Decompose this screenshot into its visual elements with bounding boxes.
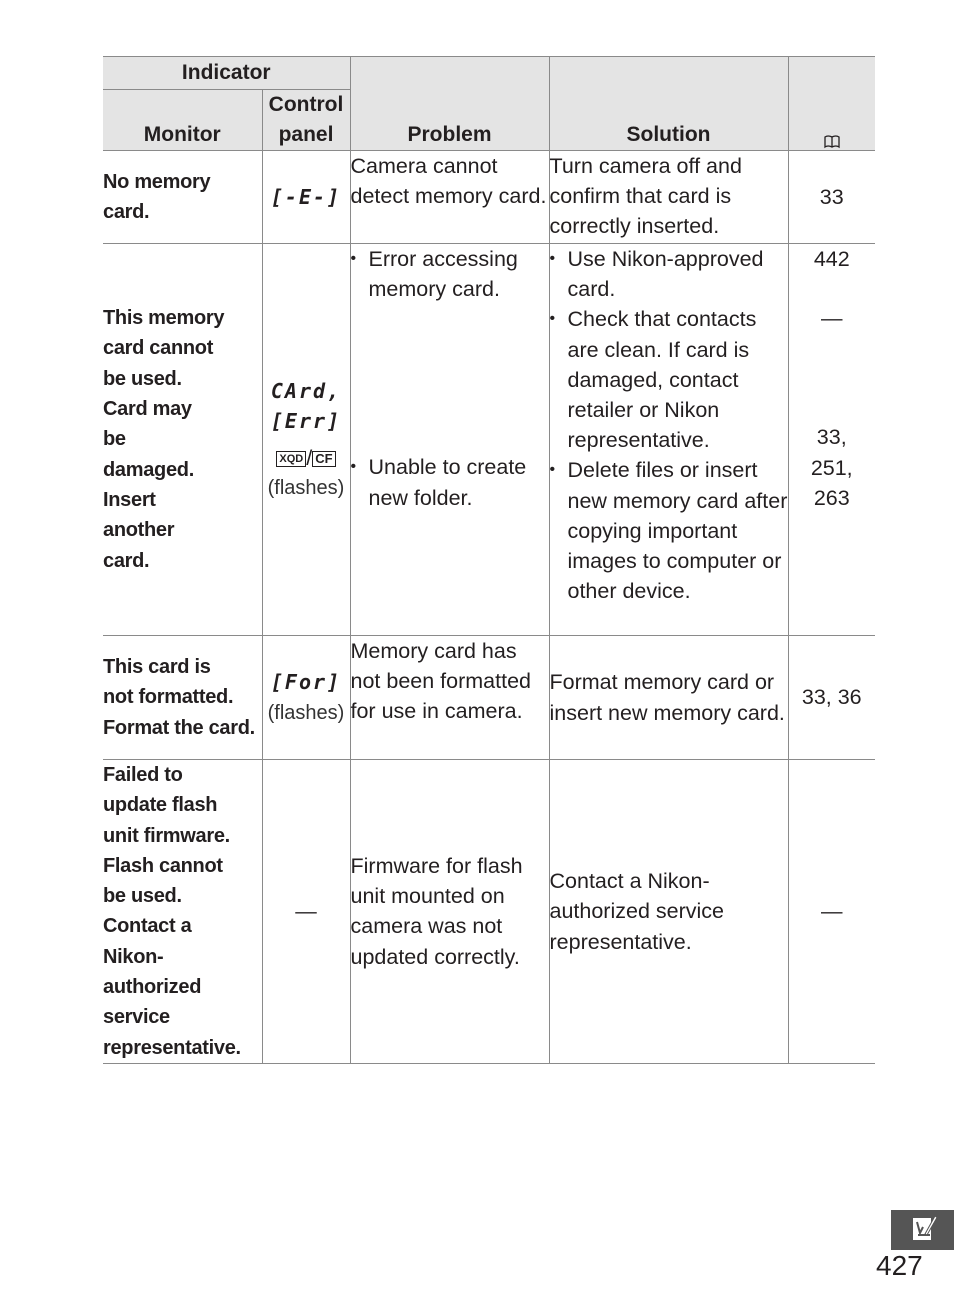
solution-item: • Delete files or insert new memory card after copying important images to computer or other device. (550, 455, 788, 606)
solution-header: Solution (549, 57, 788, 151)
problem-text: Camera cannot detect memory card. (350, 151, 549, 244)
monitor-line: Format the card. (103, 716, 255, 739)
solution-text: Contact a Nikon-authorized service representative. (549, 760, 788, 1064)
solution-text: Turn camera off and confirm that card is correctly inserted. (549, 151, 788, 244)
page-reference: — (788, 760, 875, 1064)
error-message-table (103, 56, 875, 1064)
monitor-message (103, 760, 262, 1064)
segment-display: CArd, (270, 379, 342, 404)
monitor-message (103, 636, 262, 760)
monitor-message (103, 244, 262, 636)
reference-header (788, 57, 875, 151)
ref-line: 33, (816, 425, 847, 450)
monitor-line: This memory card cannot be used. (103, 307, 225, 390)
monitor-line: Insert another card. (103, 488, 175, 572)
flashes-note: (flashes) (267, 701, 345, 724)
page-reference: 33, 36 (788, 636, 875, 760)
segment-display: [-E-] (270, 184, 342, 209)
monitor-line: Failed to update flash unit firmware. (103, 764, 230, 847)
page-reference: 33 (788, 151, 875, 244)
control-panel-header: Control panel (262, 90, 350, 151)
segment-display: [Err] (270, 409, 342, 434)
monitor-line: Contact a Nikon-authorized service representative. (103, 915, 241, 1059)
problem-item: • Unable to create new folder. (351, 452, 549, 512)
page-number: 427 (876, 1250, 923, 1281)
ref-line: — (821, 306, 843, 331)
monitor-header: Monitor (103, 90, 262, 151)
monitor-message (103, 151, 262, 244)
solution-item: • Check that contacts are clean. If card is damaged, contact retailer or Nikon representative. (550, 304, 788, 455)
indicator-header: Indicator (103, 57, 350, 90)
monitor-line: Card may be damaged. (103, 398, 194, 481)
monitor-line: This card is not formatted. (103, 656, 234, 709)
cf-card-icon: CF (312, 451, 335, 467)
solution-text (549, 244, 788, 636)
problem-item: • Error accessing memory card. (351, 244, 549, 304)
table-row (103, 636, 875, 760)
control-panel-indicator: — (262, 760, 350, 1064)
solution-text: Format memory card or insert new memory card. (549, 636, 788, 760)
problem-text: Firmware for flash unit mounted on camera was not updated correctly. (350, 760, 549, 1064)
control-panel-indicator (262, 636, 350, 760)
ref-line: 263 (813, 485, 850, 510)
monitor-line: Flash cannot be used. (103, 854, 223, 908)
problem-text: Memory card has not been formatted for use in camera. (350, 636, 549, 760)
segment-display: [For] (270, 670, 342, 695)
xqd-card-icon: XQD (276, 451, 306, 467)
monitor-line: No memory card. (103, 170, 211, 223)
problem-text (350, 244, 549, 636)
solution-item: • Use Nikon-approved card. (550, 244, 788, 304)
pencil-notes-icon (908, 1213, 938, 1248)
ref-line: 251, (810, 455, 853, 480)
table-row (103, 760, 875, 1064)
page-reference (788, 244, 875, 636)
section-tab (891, 1210, 954, 1250)
problem-header: Problem (350, 57, 549, 151)
table-row (103, 151, 875, 244)
separator: / (306, 445, 313, 470)
control-panel-indicator (262, 151, 350, 244)
table-row (103, 244, 875, 636)
book-icon (824, 128, 840, 142)
ref-line: 442 (813, 247, 850, 271)
control-panel-indicator (262, 244, 350, 636)
flashes-note: (flashes) (267, 476, 345, 499)
